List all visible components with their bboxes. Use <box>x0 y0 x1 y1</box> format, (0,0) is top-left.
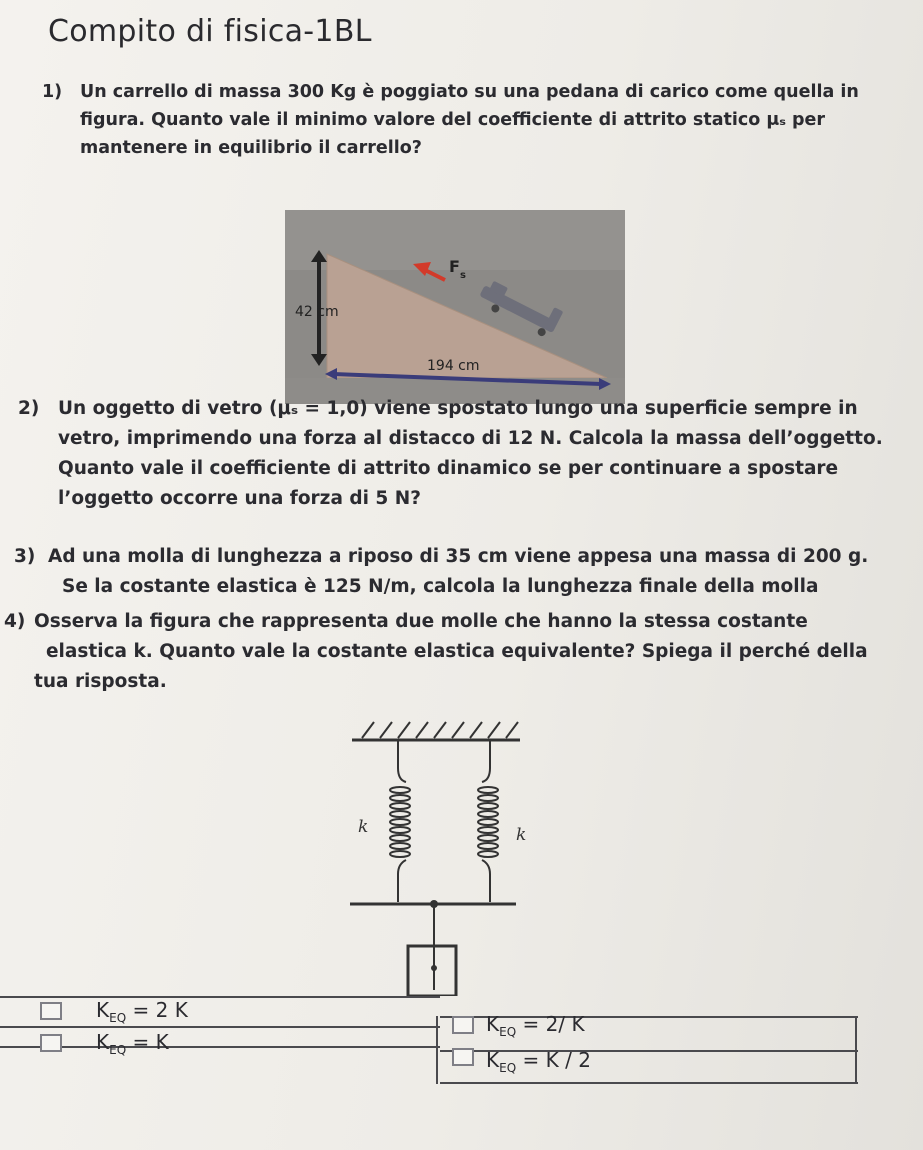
page-title: Compito di fisica-1BL <box>48 14 372 49</box>
question-text-line: l’oggetto occorre una forza di 5 N? <box>58 488 421 509</box>
left-spring <box>390 740 410 902</box>
left-spring-label: k <box>358 817 369 837</box>
height-label: 42 cm <box>295 304 339 320</box>
option-d-checkbox[interactable] <box>452 1048 474 1066</box>
question-text-line: figura. Quanto vale il minimo valore del coefficiente di attrito statico μₛ per <box>80 110 826 130</box>
option-b-checkbox[interactable] <box>452 1016 474 1034</box>
question-text-line: vetro, imprimendo una forza al distacco di 12 N. Calcola la massa dell’oggetto. <box>58 428 883 449</box>
question-number: 4) <box>4 611 26 632</box>
length-label: 194 cm <box>427 358 480 374</box>
right-spring-label: k <box>516 825 527 845</box>
question-text-line: Se la costante elastica è 125 N/m, calcola la lunghezza finale della molla <box>62 576 819 597</box>
ceiling <box>352 722 520 740</box>
question-text-line: Osserva la figura che rappresenta due molle che hanno la stessa costante <box>34 611 808 632</box>
option-c-checkbox[interactable] <box>40 1034 62 1052</box>
inclined-plane-figure <box>285 210 625 404</box>
option-b-label: $K_{EQ} = 2/$ K <box>486 1012 585 1039</box>
question-1 <box>42 78 859 162</box>
question-text-line: elastica k. Quanto vale la costante elastica equivalente? Spiega il perché della <box>46 641 868 662</box>
question-3 <box>14 542 869 602</box>
option-a-label: $K_{EQ} = 2$ K <box>96 998 188 1025</box>
question-number: 3) <box>14 546 36 567</box>
answer-options <box>0 988 860 1088</box>
question-text-line: Quanto vale il coefficiente di attrito dinamico se per continuare a spostare <box>58 458 839 479</box>
force-label: F <box>449 257 460 276</box>
option-c-label: $K_{EQ} = K$ <box>96 1030 169 1057</box>
question-2 <box>18 394 883 514</box>
option-d-label: $K_{EQ} = K / 2$ <box>486 1048 591 1075</box>
parallel-springs-figure <box>340 718 540 996</box>
question-text-line: Ad una molla di lunghezza a riposo di 35 cm viene appesa una massa di 200 g. <box>48 546 869 567</box>
question-text-line: Un carrello di massa 300 Kg è poggiato su una pedana di carico come quella in <box>80 82 859 102</box>
force-subscript: s <box>460 270 466 281</box>
question-text-line: mantenere in equilibrio il carrello? <box>80 138 422 158</box>
question-4 <box>4 607 868 697</box>
question-number: 1) <box>42 82 63 102</box>
question-text-line: Un oggetto di vetro (μₛ = 1,0) viene spostato lungo una superficie sempre in <box>58 398 858 419</box>
question-number: 2) <box>18 398 40 419</box>
right-spring <box>478 740 498 902</box>
question-text-line: tua risposta. <box>34 671 167 692</box>
option-a-checkbox[interactable] <box>40 1002 62 1020</box>
